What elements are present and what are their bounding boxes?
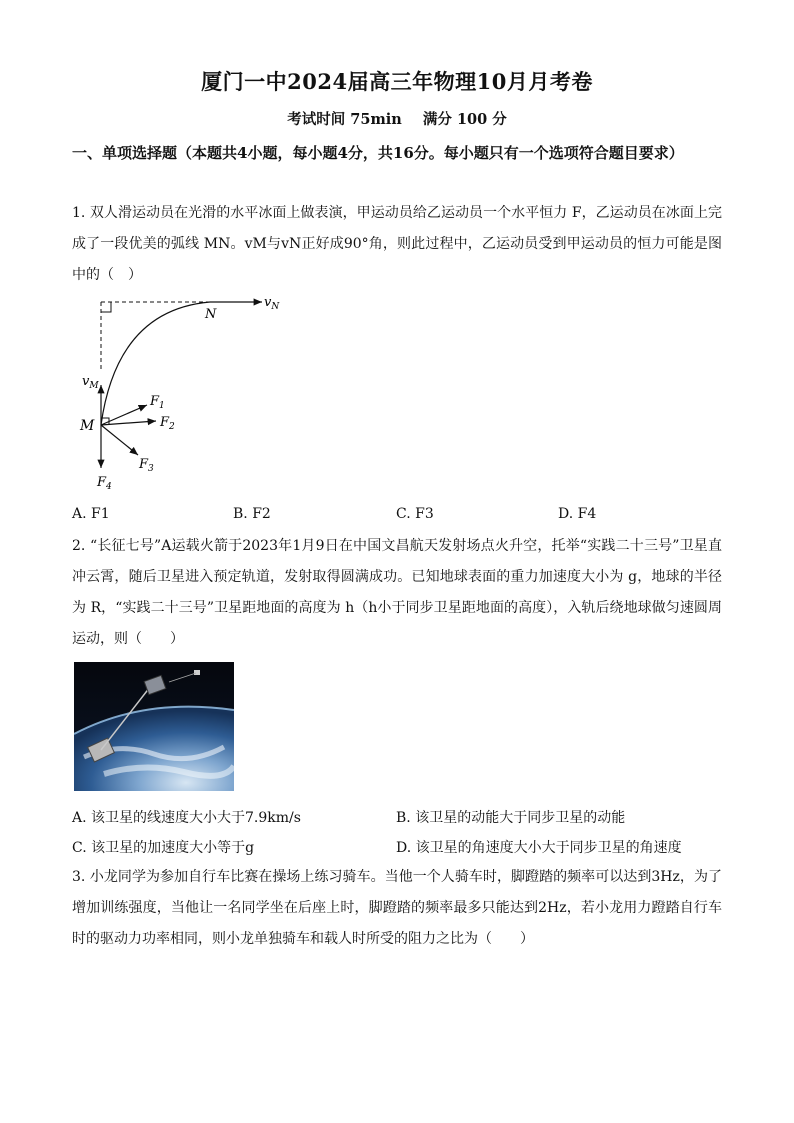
- vn-label: $v_N$: [264, 295, 280, 312]
- question-1-text: 1. 双人滑运动员在光滑的水平冰面上做表演，甲运动员给乙运动员一个水平恒力 F，乙运动员在冰面上完成了一段优美的弧线 MN。vM与vN正好成90°角，则此过程中，乙运动员受到甲运动员的恒力可能是图中的（ ）: [72, 205, 722, 283]
- question-1-diagram: [72, 290, 302, 495]
- f1-label: $F_1$: [150, 394, 165, 411]
- q1-option-d[interactable]: D. F4: [558, 506, 597, 522]
- q1-option-c[interactable]: C. F3: [396, 506, 434, 522]
- exam-score: 满分 100 分: [422, 111, 507, 128]
- section-heading: 一、单项选择题（本题共4小题，每小题4分，共16分。每小题只有一个选项符合题目要求）: [72, 144, 684, 162]
- m-label: M: [80, 418, 95, 434]
- f3-arrow: [101, 425, 138, 455]
- question-3-text: 3. 小龙同学为参加自行车比赛在操场上练习骑车。当他一个人骑车时，脚蹬踏的频率可以达到3Hz，为了增加训练强度，当他让一名同学坐在后座上时，脚蹬踏的频率最多只能达到2Hz，若小龙用力蹬踏自行车时的驱动力功率相同，则小龙单独骑车和载人时所受的阻力之比为（ ）: [72, 869, 722, 947]
- exam-info: [0, 108, 794, 129]
- right-angle-mark-top: [101, 302, 111, 312]
- vm-label: $v_M$: [82, 374, 99, 391]
- page-title: 厦门一中2024届高三年物理10月月考卷: [201, 69, 593, 94]
- q2-option-d[interactable]: D. 该卫星的角速度大小大于同步卫星的角速度: [396, 840, 682, 856]
- f4-label: $F_4$: [97, 475, 112, 492]
- q1-option-a[interactable]: A. F1: [72, 506, 110, 522]
- q2-option-a[interactable]: A. 该卫星的线速度大小大于7.9km/s: [72, 810, 301, 826]
- question-2-text: 2. “长征七号”A运载火箭于2023年1月9日在中国文昌航天发射场点火升空，托举“实践二十三号”卫星直冲云霄，随后卫星进入预定轨道，发射取得圆满成功。已知地球表面的重力加速度大小为 g，地球的半径为 R，“实践二十三号”卫星距地面的高度为 h（h小于同步卫星距地面的高度），入轨后绕地球做匀速圆周运动，则（ ）: [72, 538, 722, 647]
- n-label: N: [205, 307, 217, 322]
- f2-label: $F_2$: [160, 415, 175, 432]
- exam-time: 考试时间 75min: [287, 111, 402, 128]
- f3-label: $F_3$: [139, 457, 154, 474]
- satellite-photo: [74, 662, 234, 791]
- q2-option-c[interactable]: C. 该卫星的加速度大小等于g: [72, 840, 255, 856]
- q1-option-b[interactable]: B. F2: [233, 506, 271, 522]
- q2-option-b[interactable]: B. 该卫星的动能大于同步卫星的动能: [396, 810, 626, 826]
